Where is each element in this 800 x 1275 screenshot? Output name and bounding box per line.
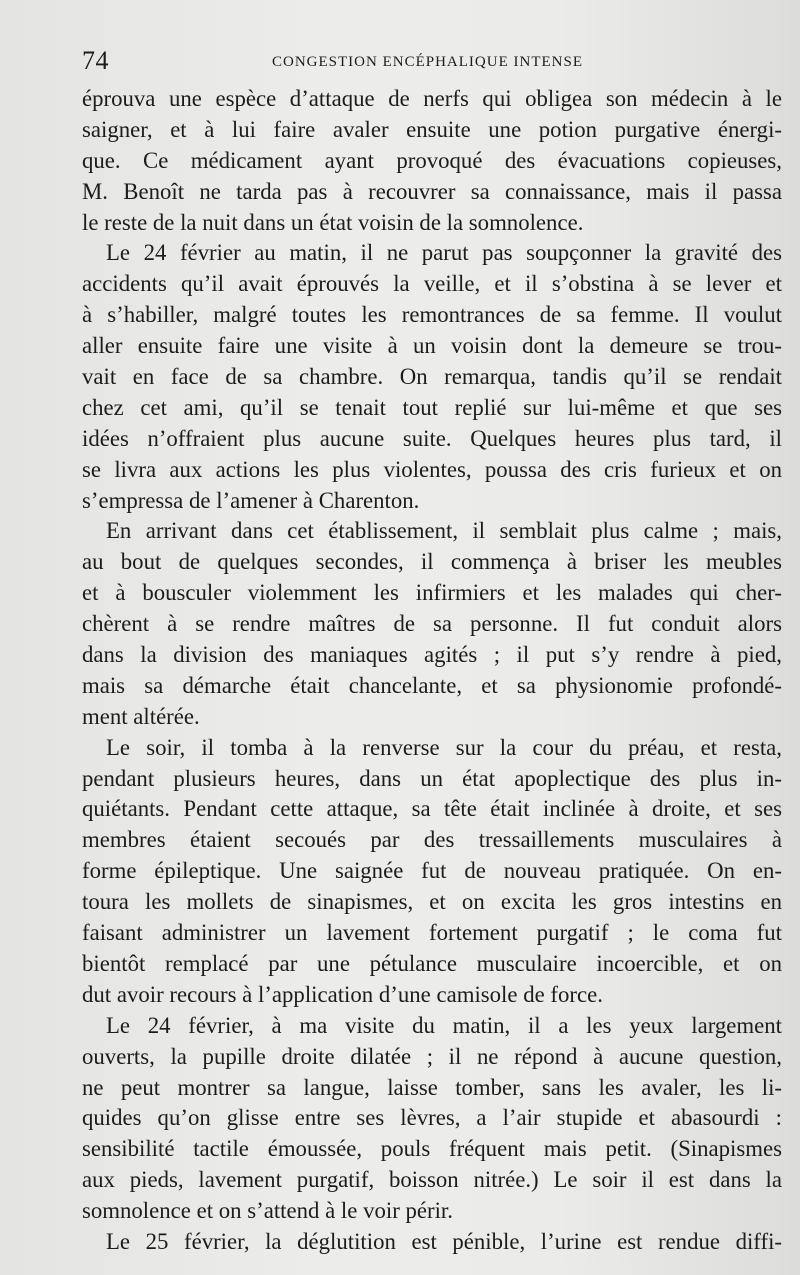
text-line: et à bousculer violemment les infirmiers et les malades qui cher- <box>82 580 782 606</box>
text-line: que. Ce médicament ayant provoqué des évacuations copieuses, <box>82 147 782 173</box>
text-line: ment altérée. <box>82 703 200 729</box>
text-line: pendant plusieurs heures, dans un état apoplectique des plus in- <box>82 765 782 791</box>
text-line: toura les mollets de sinapismes, et on excita les gros intestins en <box>82 889 782 915</box>
text-line: faisant administrer un lavement fortement purgatif ; le coma fut <box>82 920 782 946</box>
text-line: s’empressa de l’amener à Charenton. <box>82 487 420 513</box>
text-line: quiétants. Pendant cette attaque, sa tête était inclinée à droite, et ses <box>82 796 782 822</box>
text-line: le reste de la nuit dans un état voisin de la somnolence. <box>82 209 584 235</box>
text-line: chez cet ami, qu’il se tenait tout replié sur lui-même et que ses <box>82 394 782 420</box>
text-line: ne peut montrer sa langue, laisse tomber, sans les avaler, les li- <box>82 1074 782 1100</box>
text-line: membres étaient secoués par des tressaillements musculaires à <box>82 827 782 853</box>
text-line: sensibilité tactile émoussée, pouls fréquent mais petit. (Sinapismes <box>82 1136 782 1162</box>
text-line: se livra aux actions les plus violentes, poussa des cris furieux et on <box>82 456 782 482</box>
page-header <box>82 46 782 76</box>
text-line: chèrent à se rendre maîtres de sa personne. Il fut conduit alors <box>82 611 782 637</box>
page-number: 74 <box>82 46 109 75</box>
text-line: idées n’offraient plus aucune suite. Quelques heures plus tard, il <box>82 425 782 451</box>
text-line: vait en face de sa chambre. On remarqua, tandis qu’il se rendait <box>82 364 782 390</box>
text-line: aux pieds, lavement purgatif, boisson nitrée.) Le soir il est dans la <box>82 1167 782 1193</box>
text-line: Le 25 février, la déglutition est pénible, l’urine est rendue diffi- <box>106 1228 782 1254</box>
text-line: M. Benoît ne tarda pas à recouvrer sa connaissance, mais il passa <box>82 178 782 204</box>
text-line: dut avoir recours à l’application d’une camisole de force. <box>82 981 603 1007</box>
text-line: Le soir, il tomba à la renverse sur la cour du préau, et resta, <box>106 734 782 760</box>
text-line: dans la division des maniaques agités ; il put s’y rendre à pied, <box>82 642 782 668</box>
text-line: à s’habiller, malgré toutes les remontrances de sa femme. Il voulut <box>82 302 782 328</box>
text-line: accidents qu’il avait éprouvés la veille, et il s’obstina à se lever et <box>82 271 782 297</box>
body-text <box>82 84 782 1258</box>
text-line: ouverts, la pupille droite dilatée ; il ne répond à aucune question, <box>82 1043 782 1069</box>
text-line: somnolence et on s’attend à le voir périr. <box>82 1198 453 1224</box>
text-line: Le 24 février, à ma visite du matin, il a les yeux largement <box>106 1012 782 1038</box>
text-line: En arrivant dans cet établissement, il semblait plus calme ; mais, <box>106 518 782 544</box>
text-line: au bout de quelques secondes, il commença à briser les meubles <box>82 549 782 575</box>
text-line: éprouva une espèce d’attaque de nerfs qui obligea son médecin à le <box>82 86 782 111</box>
text-line: quides qu’on glisse entre ses lèvres, a l’air stupide et abasourdi : <box>82 1105 782 1131</box>
text-line: aller ensuite faire une visite à un voisin dont la demeure se trou- <box>82 333 782 359</box>
text-line: forme épileptique. Une saignée fut de nouveau pratiquée. On en- <box>82 858 782 884</box>
running-head: CONGESTION ENCÉPHALIQUE INTENSE <box>272 54 583 70</box>
text-line: mais sa démarche était chancelante, et sa physionomie profondé- <box>82 672 782 698</box>
text-line: Le 24 février au matin, il ne parut pas soupçonner la gravité des <box>106 240 782 266</box>
text-line: bientôt remplacé par une pétulance musculaire incoercible, et on <box>82 950 782 976</box>
text-line: saigner, et à lui faire avaler ensuite une potion purgative énergi- <box>82 116 782 142</box>
